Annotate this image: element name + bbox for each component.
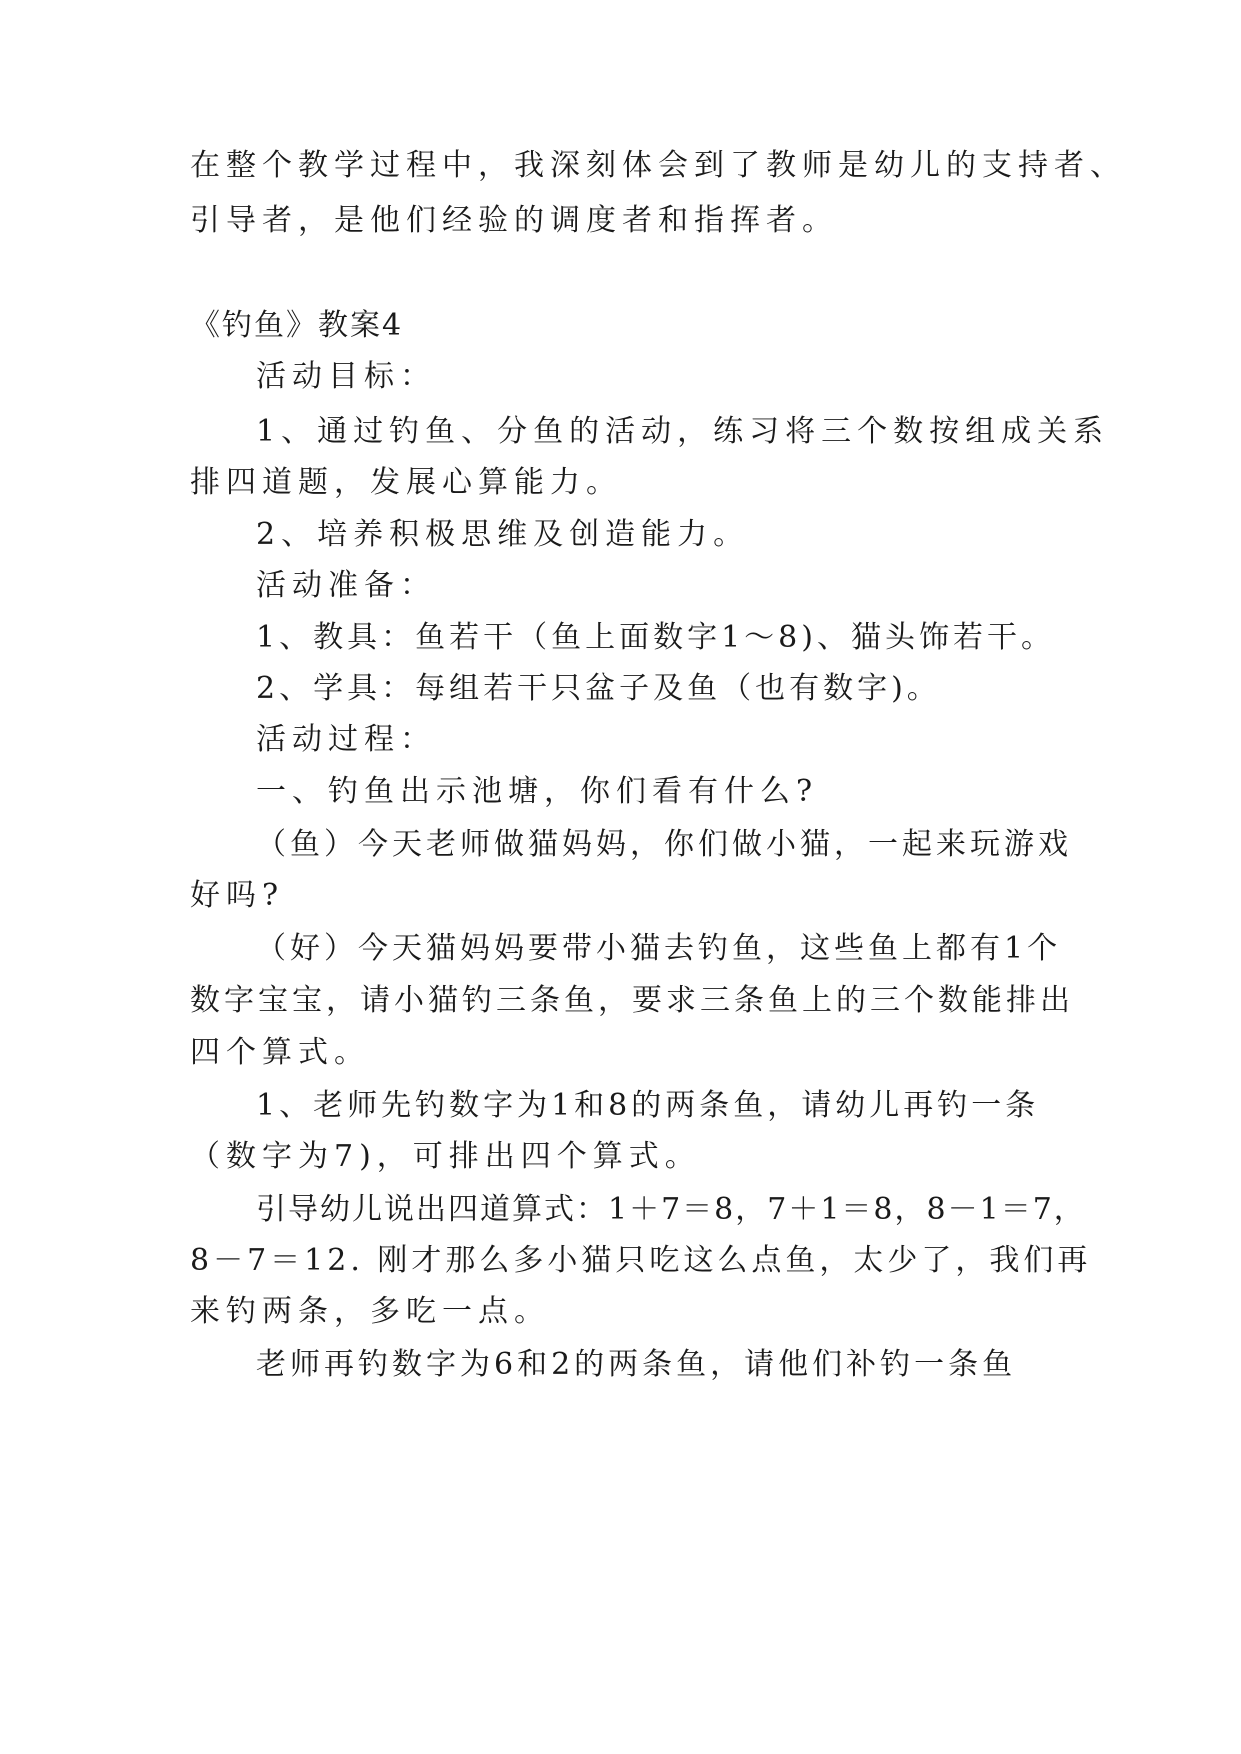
paragraph-line: 引导者，是他们经验的调度者和指挥者。 [190,203,838,238]
section-title: 《钓鱼》教案4 [190,308,404,343]
paragraph-line: 一、钓鱼出示池塘，你们看有什么? [256,774,819,809]
heading-activity-goals: 活动目标： [256,359,436,394]
paragraph-line: 8－7＝12. 刚才那么多小猫只吃这么点鱼，太少了，我们再 [190,1243,1092,1278]
paragraph-line: 在整个教学过程中，我深刻体会到了教师是幼儿的支持者、 [190,148,1126,183]
paragraph-line: 来钓两条，多吃一点。 [190,1294,550,1329]
paragraph-line: （数字为7)，可排出四个算式。 [190,1139,701,1174]
paragraph-line: 1、教具：鱼若干（鱼上面数字1～8)、猫头饰若干。 [256,620,1055,655]
paragraph-line: 1、老师先钓数字为1和8的两条鱼，请幼儿再钓一条 [256,1088,1040,1123]
paragraph-line: 四个算式。 [190,1035,370,1070]
heading-activity-preparation: 活动准备： [256,568,436,603]
paragraph-line: 数字宝宝，请小猫钓三条鱼，要求三条鱼上的三个数能排出 [190,983,1074,1018]
paragraph-line: 2、学具：每组若干只盆子及鱼（也有数字)。 [256,671,941,706]
paragraph-line: （鱼）今天老师做猫妈妈，你们做小猫，一起来玩游戏 [256,827,1072,862]
paragraph-line: 排四道题，发展心算能力。 [190,465,622,500]
paragraph-line: 老师再钓数字为6和2的两条鱼，请他们补钓一条鱼 [256,1347,1017,1382]
paragraph-line: 引导幼儿说出四道算式：1＋7＝8，7＋1＝8，8－1＝7， [256,1192,1086,1227]
paragraph-line: （好）今天猫妈妈要带小猫去钓鱼，这些鱼上都有1个 [256,931,1062,966]
heading-activity-process: 活动过程： [256,722,436,757]
paragraph-line: 2、培养积极思维及创造能力。 [256,517,750,552]
paragraph-line: 好吗? [190,878,285,913]
paragraph-line: 1、通过钓鱼、分鱼的活动，练习将三个数按组成关系 [256,414,1110,449]
